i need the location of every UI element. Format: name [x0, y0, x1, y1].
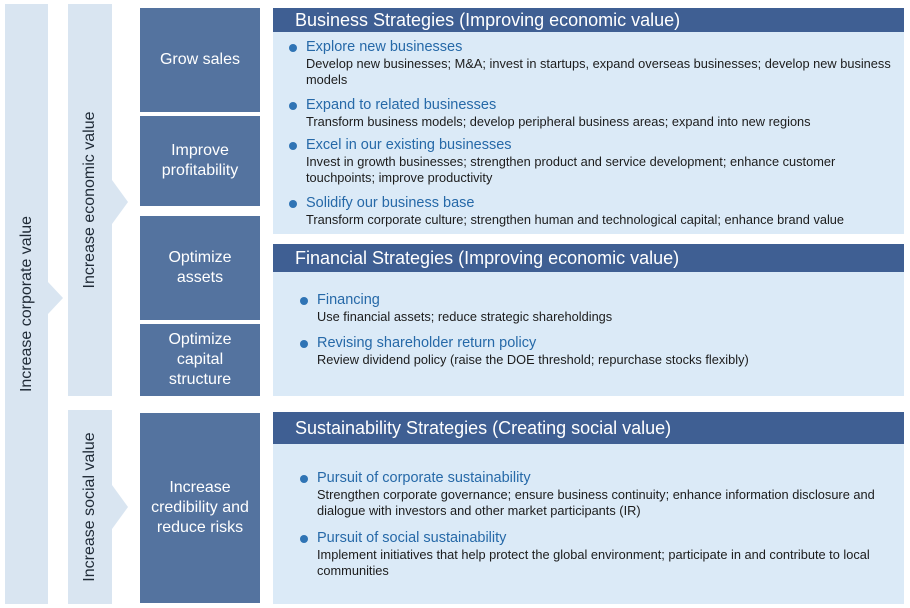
bullet-icon	[289, 200, 297, 208]
optimize-assets-box: Optimize assets	[140, 216, 260, 320]
grow-sales-box: Grow sales	[140, 8, 260, 112]
financial-item-title: Financing	[317, 292, 380, 308]
business-item-title: Expand to related businesses	[306, 97, 497, 113]
economic-value-panel	[68, 4, 112, 396]
business-item-2	[289, 97, 894, 130]
business-item-desc: Transform business models; develop peripheral business areas; expand into new regions	[306, 114, 811, 129]
business-item-4	[289, 195, 904, 228]
sustainability-strategies-panel	[273, 412, 904, 604]
sustainability-strategies-header	[273, 412, 904, 444]
financial-strategies-header	[273, 244, 904, 272]
sustainability-item-2	[300, 530, 894, 579]
bullet-icon	[289, 142, 297, 150]
bullet-icon	[289, 44, 297, 52]
financial-item-1	[300, 292, 894, 325]
bullet-icon	[300, 297, 308, 305]
business-item-title: Solidify our business base	[306, 195, 475, 211]
business-strategies-header	[273, 8, 904, 32]
business-item-3	[289, 137, 894, 186]
business-strategies-title: Business Strategies (Improving economic value)	[295, 9, 681, 30]
business-item-desc: Invest in growth businesses; strengthen product and service development; enhance customer touchpoints; improve productivity	[306, 154, 836, 185]
business-item-desc: Transform corporate culture; strengthen human and technological capital; enhance brand value	[306, 212, 845, 227]
sustainability-item-1	[300, 470, 894, 519]
economic-arrow-icon	[112, 180, 128, 224]
business-item-desc: Develop new businesses; M&A; invest in startups, expand overseas businesses; develop new business models	[306, 56, 891, 87]
business-item-title: Excel in our existing businesses	[306, 137, 512, 153]
sustainability-item-title: Pursuit of corporate sustainability	[317, 470, 531, 486]
sustainability-item-desc: Strengthen corporate governance; ensure business continuity; enhance information disclosure and dialogue with investors and other market participants (IR)	[317, 487, 875, 518]
optimize-capital-structure-box: Optimize capital structure	[140, 324, 260, 396]
social-arrow-icon	[112, 485, 128, 529]
corporate-value-label: Increase corporate value	[17, 215, 35, 393]
increase-credibility-box: Increase credibility and reduce risks	[140, 413, 260, 603]
financial-strategies-title: Financial Strategies (Improving economic value)	[295, 247, 680, 268]
bullet-icon	[289, 102, 297, 110]
business-item-1	[289, 39, 894, 88]
financial-item-2	[300, 335, 894, 368]
business-item-title: Explore new businesses	[306, 39, 463, 55]
financial-strategies-panel	[273, 244, 904, 396]
social-value-label: Increase social value	[81, 432, 98, 582]
financial-item-desc: Use financial assets; reduce strategic shareholdings	[317, 309, 613, 324]
financial-item-desc: Review dividend policy (raise the DOE threshold; repurchase stocks flexibly)	[317, 352, 749, 367]
economic-value-label: Increase economic value	[81, 111, 98, 289]
bullet-icon	[300, 340, 308, 348]
sustainability-item-desc: Implement initiatives that help protect the global environment; participate in and contribute to local communities	[317, 547, 870, 578]
social-value-panel	[68, 410, 112, 604]
sustainability-strategies-title: Sustainability Strategies (Creating social value)	[295, 417, 672, 438]
bullet-icon	[300, 475, 308, 483]
sustainability-item-title: Pursuit of social sustainability	[317, 530, 507, 546]
corporate-value-panel	[5, 4, 48, 604]
business-strategies-panel	[273, 8, 904, 234]
corporate-arrow-icon	[48, 282, 63, 314]
improve-profitability-box: Improve profitability	[140, 116, 260, 206]
financial-item-title: Revising shareholder return policy	[317, 335, 537, 351]
bullet-icon	[300, 535, 308, 543]
